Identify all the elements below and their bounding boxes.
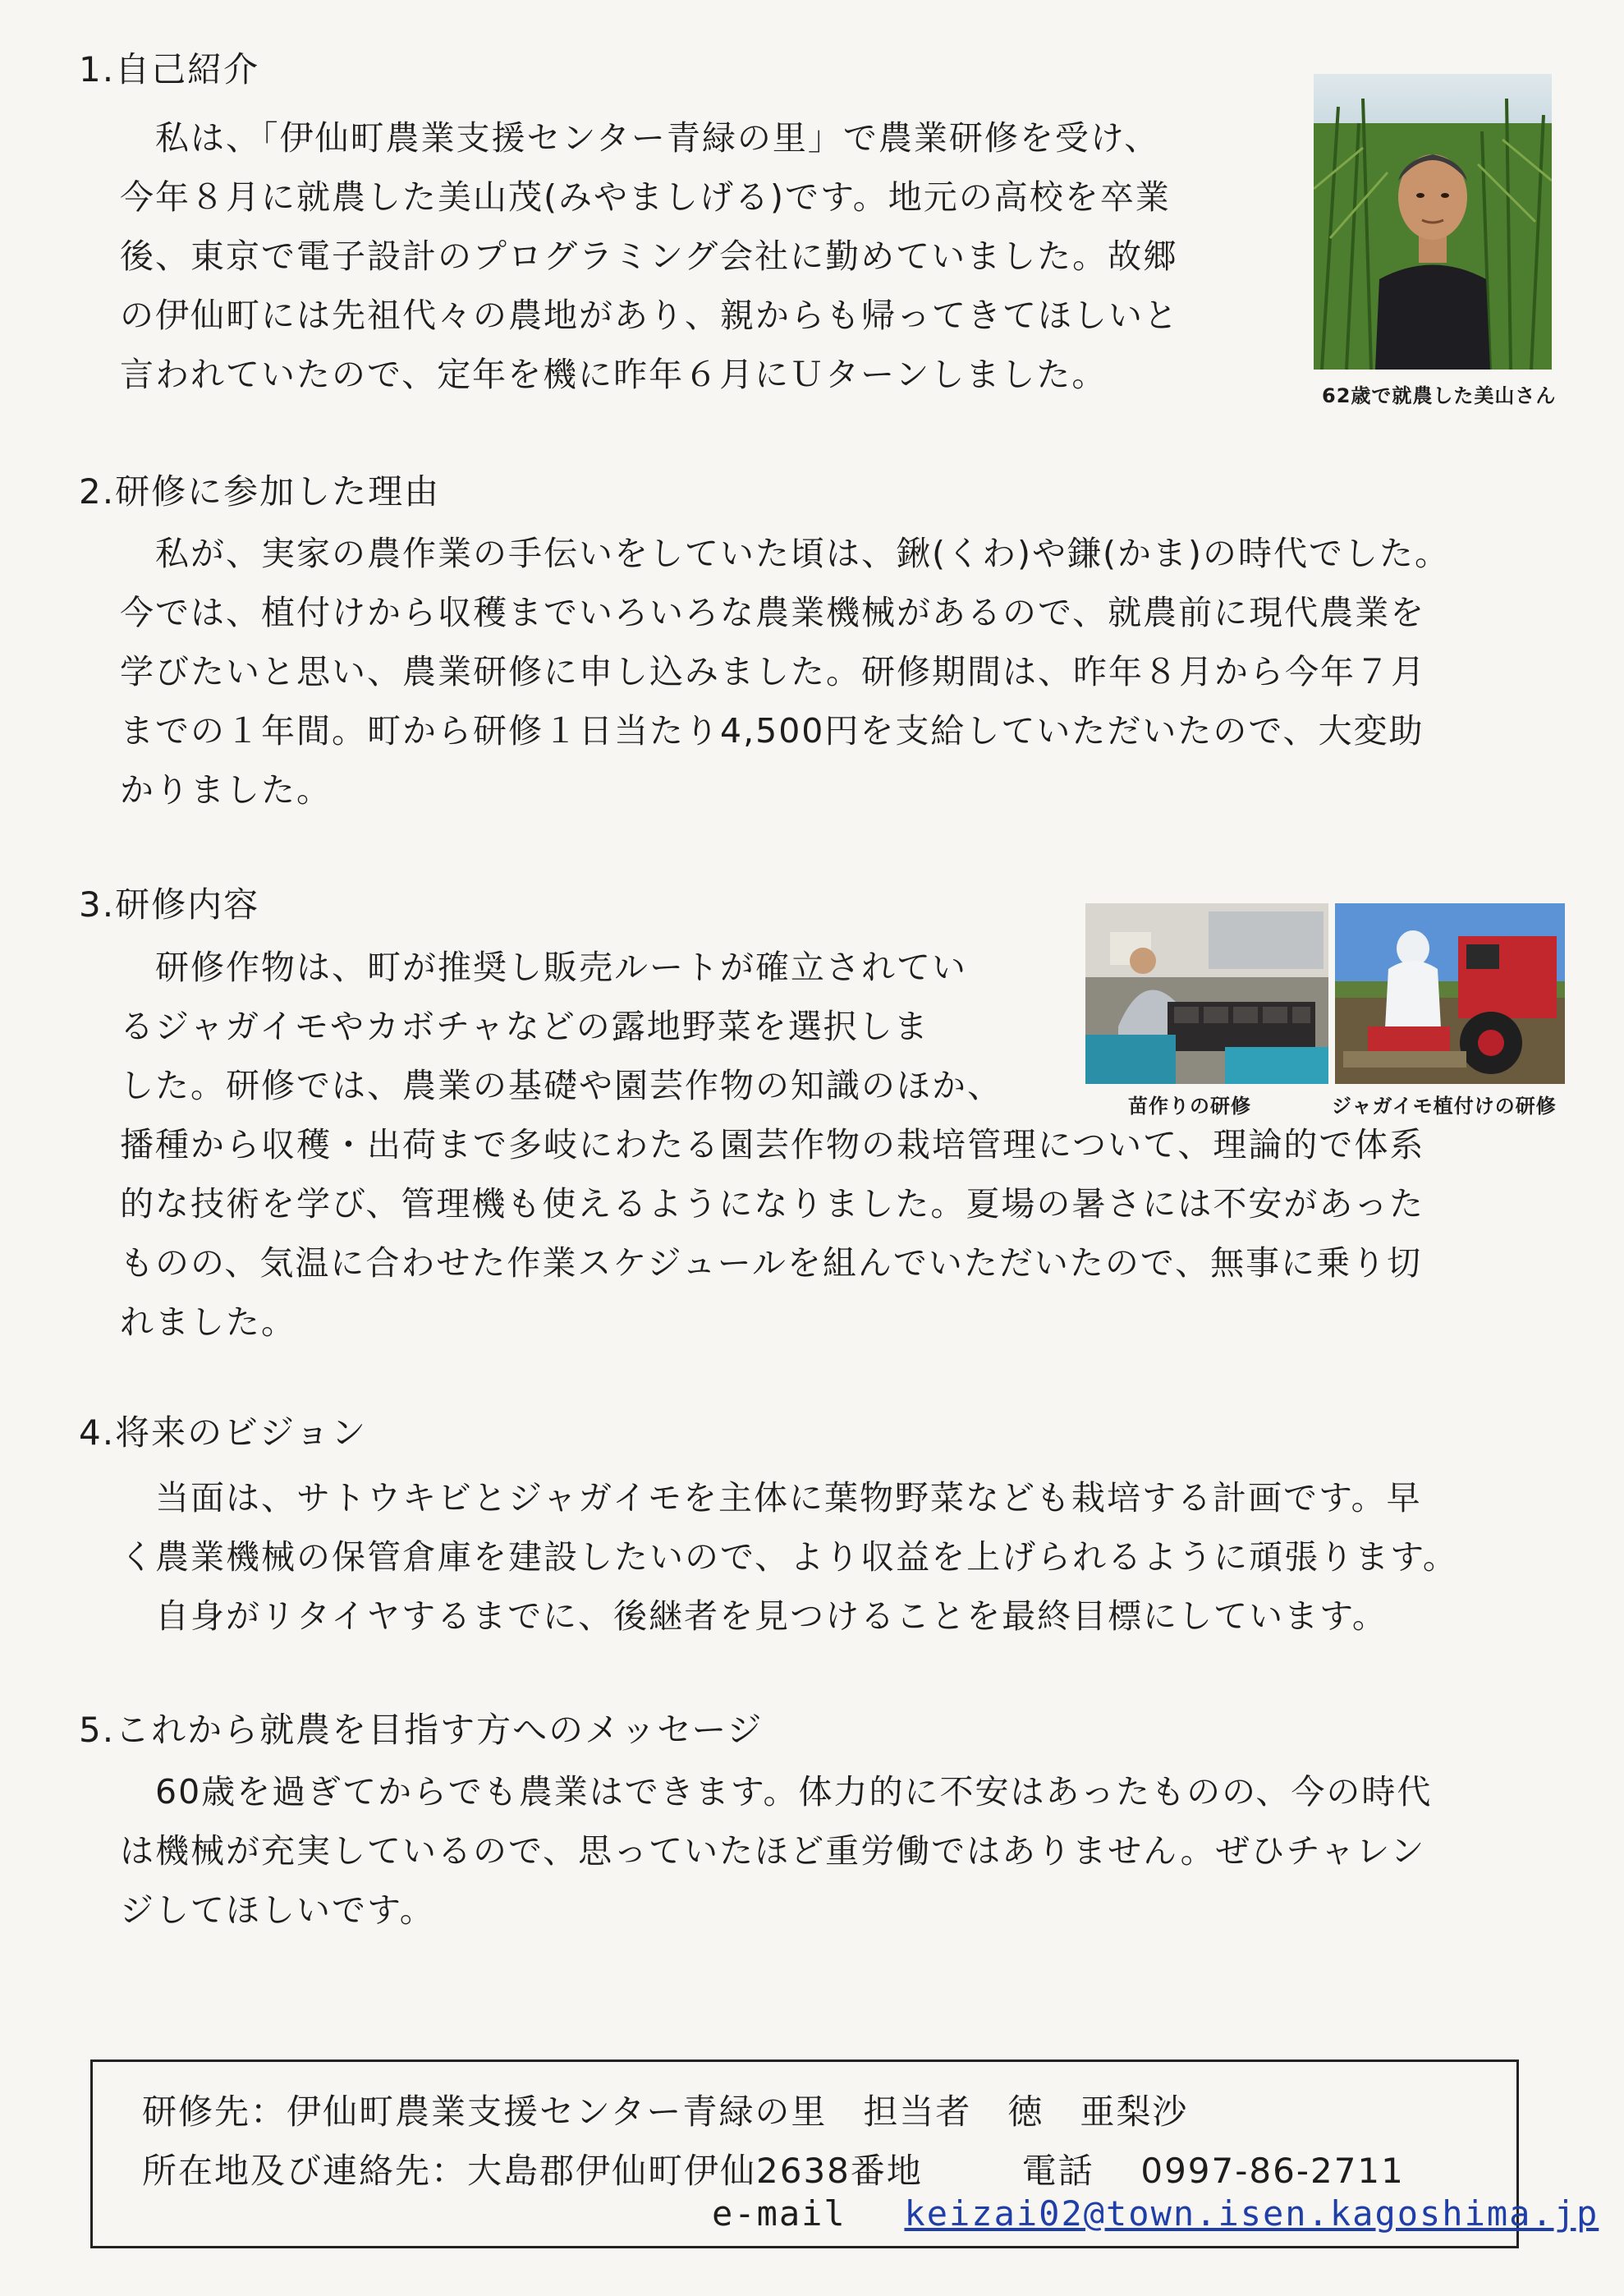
potato-planting-photo [1335,903,1565,1084]
section-3-line: 的な技術を学び、管理機も使えるようになりました。夏場の暑さには不安があった [120,1184,1424,1224]
section-3-heading: 3.研修内容 [79,884,260,925]
section-2-line: までの１年間。町から研修１日当たり4,500円を支給していただいたので、大変助 [120,711,1424,751]
section-1-line: の伊仙町には先祖代々の農地があり、親からも帰ってきてほしいと [120,296,1179,335]
planting-caption: ジャガイモ植付けの研修 [1332,1095,1557,1118]
training-location: 研修先：伊仙町農業支援センター青緑の里 担当者 徳 亜梨沙 [142,2092,1189,2132]
planting-photo-illustration [1335,903,1565,1084]
phone-number: 0997-86-2711 [1140,2151,1405,2191]
section-1-line: 今年８月に就農した美山茂(みやましげる)です。地元の高校を卒業 [120,177,1171,217]
section-2-line: 私が、実家の農作業の手伝いをしていた頃は、鍬(くわ)や鎌(かま)の時代でした。 [120,534,1450,573]
section-2-line: 今では、植付けから収穫までいろいろな農業機械があるので、就農前に現代農業を [120,593,1426,632]
section-5-line: は機械が充実しているので、思っていたほど重労働ではありません。ぜひチャレン [120,1831,1426,1871]
portrait-caption: 62歳で就農した美山さん [1322,384,1557,407]
address-label: 所在地及び連絡先：大島郡伊仙町伊仙2638番地 [142,2151,923,2191]
contact-box [90,2060,1599,2248]
section-1-line: 後、東京で電子設計のプログラミング会社に勤めていました。故郷 [120,236,1179,276]
section-4-line: 当面は、サトウキビとジャガイモを主体に葉物野菜なども栽培する計画です。早 [120,1478,1422,1518]
section-4-line: く農業機械の保管倉庫を建設したいので、より収益を上げられるように頑張ります。 [120,1537,1458,1577]
section-5-line: 60歳を過ぎてからでも農業はできます。体力的に不安はあったものの、今の時代 [120,1772,1433,1812]
section-4-line: 自身がリタイヤするまでに、後継者を見つけることを最終目標にしています。 [120,1596,1388,1636]
section-3-line: 研修作物は、町が推奨し販売ルートが確立されてい [120,948,967,987]
section-5-heading: 5.これから就農を目指す方へのメッセージ [79,1710,764,1750]
section-2-heading: 2.研修に参加した理由 [79,471,441,512]
email-link[interactable]: keizai02@town.isen.kagoshima.jp [904,2193,1599,2234]
section-3-line: 播種から収穫・出荷まで多岐にわたる園芸作物の栽培管理について、理論的で体系 [120,1125,1425,1164]
section-5-line: ジしてほしいです。 [120,1890,435,1930]
section-4-heading: 4.将来のビジョン [79,1412,368,1453]
section-2-body [120,524,1450,820]
email-label: e-mail [712,2193,846,2234]
seedling-caption: 苗作りの研修 [1128,1095,1251,1118]
section-1-body [120,108,1179,404]
portrait-photo [1314,74,1552,370]
section-1-line: 言われていたので、定年を機に昨年６月にＵターンしました。 [120,355,1108,394]
section-1-line: 私は、「伊仙町農業支援センター青緑の里」で農業研修を受け、 [120,118,1160,158]
section-4-body [120,1468,1458,1646]
section-3-line: した。研修では、農業の基礎や園芸作物の知識のほか、 [120,1066,1002,1105]
address-line [142,2144,1405,2193]
section-5-body [120,1762,1432,1940]
section-2-line: かりました。 [120,770,332,810]
section-1-heading: 1.自己紹介 [79,49,260,90]
portrait-photo-illustration [1314,74,1552,370]
email-line [712,2193,1599,2234]
section-3-line: れました。 [120,1302,296,1342]
section-2-line: 学びたいと思い、農業研修に申し込みました。研修期間は、昨年８月から今年７月 [120,652,1426,691]
section-3-line: るジャガイモやカボチャなどの露地野菜を選択しま [120,1007,929,1046]
seedling-training-photo [1085,903,1328,1084]
seedling-photo-illustration [1085,903,1328,1084]
section-3-line: ものの、気温に合わせた作業スケジュールを組んでいただいたので、無事に乗り切 [120,1243,1423,1283]
phone-label: 電話 [1021,2151,1094,2191]
